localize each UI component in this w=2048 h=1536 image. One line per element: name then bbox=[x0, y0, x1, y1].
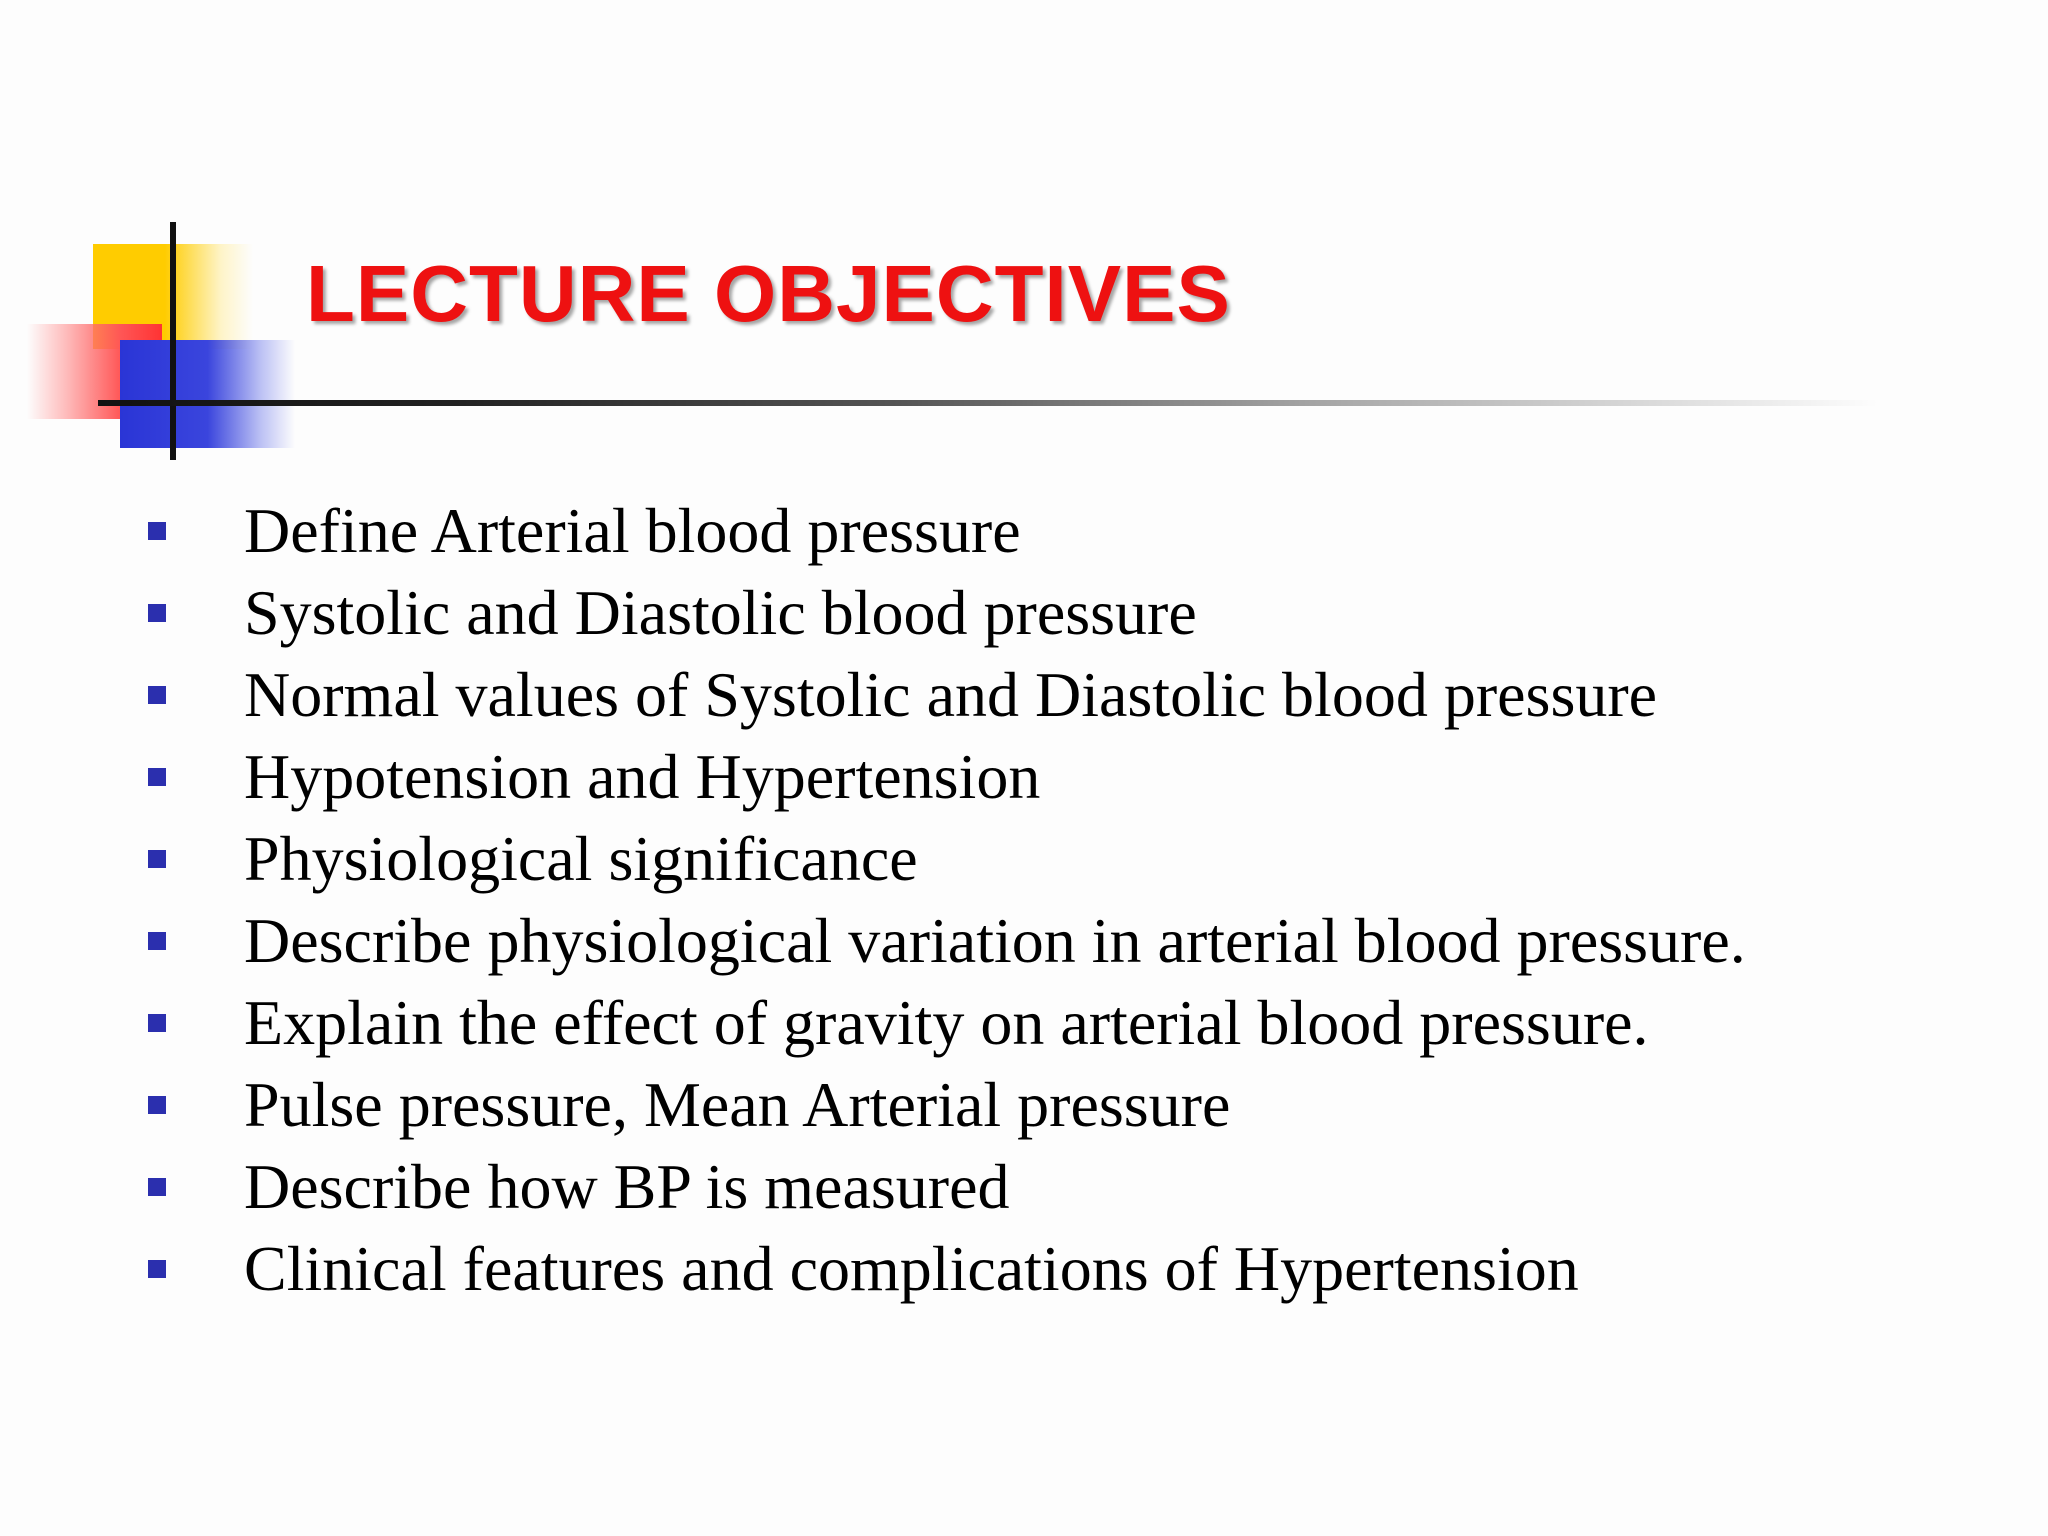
title-underline bbox=[98, 400, 1878, 406]
objective-text: Systolic and Diastolic blood pressure bbox=[244, 577, 1197, 648]
objective-text: Describe how BP is measured bbox=[244, 1151, 1010, 1222]
square-bullet-icon bbox=[148, 932, 166, 950]
objective-text: Describe physiological variation in arterial blood pressure. bbox=[244, 905, 1746, 976]
objective-text: Physiological significance bbox=[244, 823, 918, 894]
objective-text: Clinical features and complications of Hypertension bbox=[244, 1233, 1579, 1304]
objective-text: Hypotension and Hypertension bbox=[244, 741, 1041, 812]
objective-text: Explain the effect of gravity on arterial blood pressure. bbox=[244, 987, 1649, 1058]
square-bullet-icon bbox=[148, 1096, 166, 1114]
objective-text: Define Arterial blood pressure bbox=[244, 495, 1021, 566]
ornament-blue-square bbox=[120, 340, 295, 448]
square-bullet-icon bbox=[148, 1260, 166, 1278]
square-bullet-icon bbox=[148, 850, 166, 868]
square-bullet-icon bbox=[148, 686, 166, 704]
square-bullet-icon bbox=[148, 604, 166, 622]
square-bullet-icon bbox=[148, 768, 166, 786]
objective-text: Pulse pressure, Mean Arterial pressure bbox=[244, 1069, 1231, 1140]
square-bullet-icon bbox=[148, 522, 166, 540]
square-bullet-icon bbox=[148, 1014, 166, 1032]
ornament-vertical-line bbox=[170, 222, 176, 460]
slide-title: LECTURE OBJECTIVES bbox=[306, 249, 1231, 338]
square-bullet-icon bbox=[148, 1178, 166, 1196]
objective-text: Normal values of Systolic and Diastolic blood pressure bbox=[244, 659, 1658, 730]
